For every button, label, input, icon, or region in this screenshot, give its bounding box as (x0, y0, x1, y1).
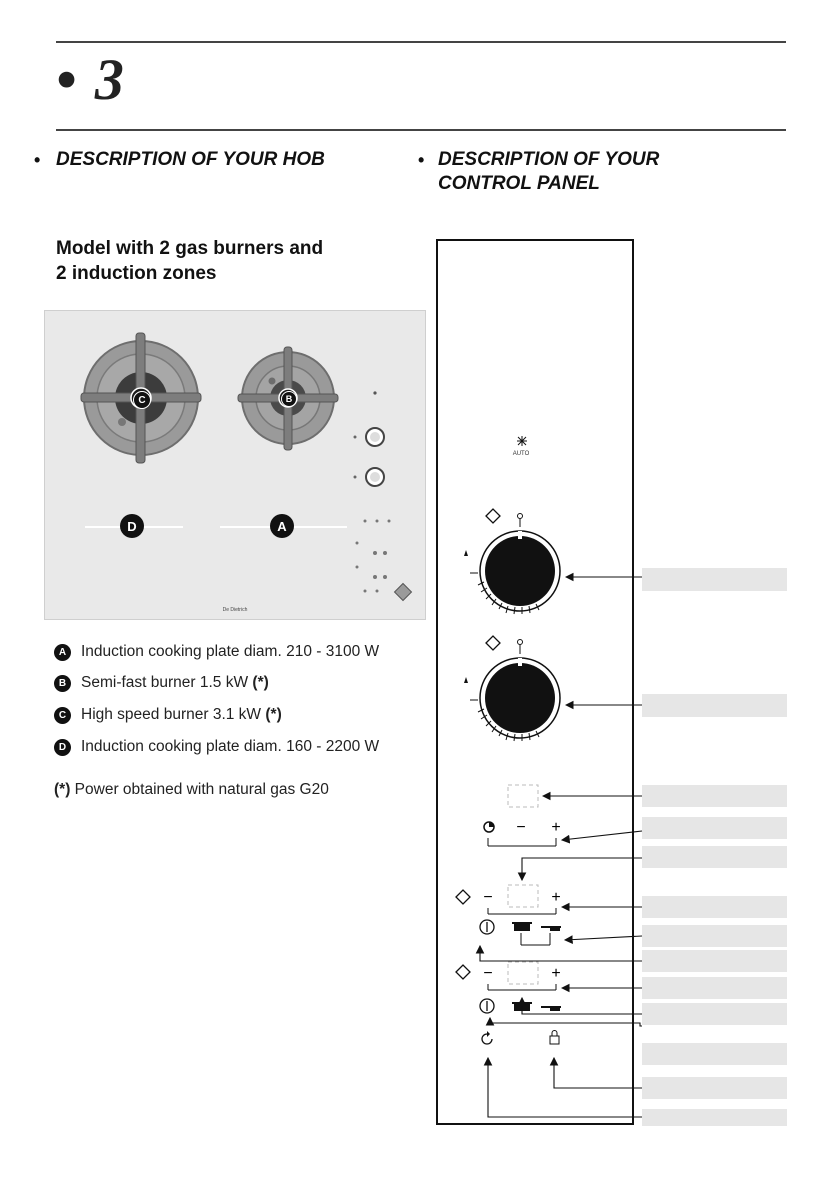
legend-text: High speed burner 3.1 kW (81, 706, 266, 723)
zone-2-minus[interactable]: − (483, 965, 493, 982)
callout-bar (642, 1109, 787, 1126)
bullet: • (418, 150, 425, 170)
callout-bar (642, 785, 787, 807)
model-heading (56, 236, 323, 286)
zone-1-plus[interactable]: + (551, 889, 561, 906)
callout-bar (642, 896, 787, 918)
callout-bar (642, 977, 787, 999)
auto-label: AUTO (512, 451, 530, 457)
legend-item-c (54, 704, 282, 726)
legend-text: Induction cooking plate diam. 210 - 3100 W (81, 643, 380, 660)
model-line2: 2 induction zones (56, 263, 217, 284)
brand-logo (395, 584, 412, 601)
hob-section-title: DESCRIPTION OF YOUR HOB (56, 149, 325, 170)
panel-title-line1: DESCRIPTION OF YOUR (438, 149, 660, 170)
legend-note: (*) (265, 706, 282, 723)
legend-badge: A (54, 644, 71, 661)
callout-bar (642, 846, 787, 868)
legend-item-a (54, 641, 379, 663)
zone-2-plus[interactable]: + (551, 965, 561, 982)
callout-bar (642, 694, 787, 717)
callout-bar (642, 950, 787, 972)
callout-bar (642, 1043, 787, 1065)
callout-bar (642, 1077, 787, 1099)
header-rule (56, 129, 786, 131)
burner-c-label: C (133, 391, 151, 409)
chapter-number: • 3 (56, 47, 126, 112)
panel-title-line2: CONTROL PANEL (438, 173, 600, 194)
zone-1-minus[interactable]: − (483, 889, 493, 906)
hob-knobs (354, 391, 385, 486)
burner-b-label: B (281, 391, 297, 407)
legend-badge: D (54, 739, 71, 756)
hob-illustration (44, 310, 426, 620)
legend-item-d (54, 736, 379, 758)
footnote-text: Power obtained with natural gas G20 (70, 781, 329, 798)
control-panel-frame (436, 239, 634, 1125)
zone-a-label: A (270, 514, 294, 538)
hob-touch-controls (356, 520, 391, 593)
legend-badge: B (54, 675, 71, 692)
legend-note: (*) (252, 674, 269, 691)
callout-bar (642, 925, 787, 947)
panel-section-title (438, 148, 659, 196)
legend-badge: C (54, 707, 71, 724)
callout-bar (642, 1003, 787, 1025)
timer-plus[interactable]: + (551, 819, 561, 836)
callout-bar (642, 817, 787, 839)
top-rule (56, 41, 786, 43)
model-line1: Model with 2 gas burners and (56, 238, 324, 259)
hob-brand-label: De Dietrich (222, 607, 248, 613)
timer-minus[interactable]: − (516, 819, 526, 836)
legend-text: Semi-fast burner 1.5 kW (81, 674, 253, 691)
bullet: • (34, 150, 41, 170)
footnote (54, 781, 329, 799)
zone-d-label: D (120, 514, 144, 538)
legend-item-b (54, 672, 269, 694)
callout-bar (642, 568, 787, 591)
legend-text: Induction cooking plate diam. 160 - 2200 W (81, 738, 380, 755)
hob-drawing (45, 311, 425, 619)
footnote-mark: (*) (54, 781, 71, 798)
